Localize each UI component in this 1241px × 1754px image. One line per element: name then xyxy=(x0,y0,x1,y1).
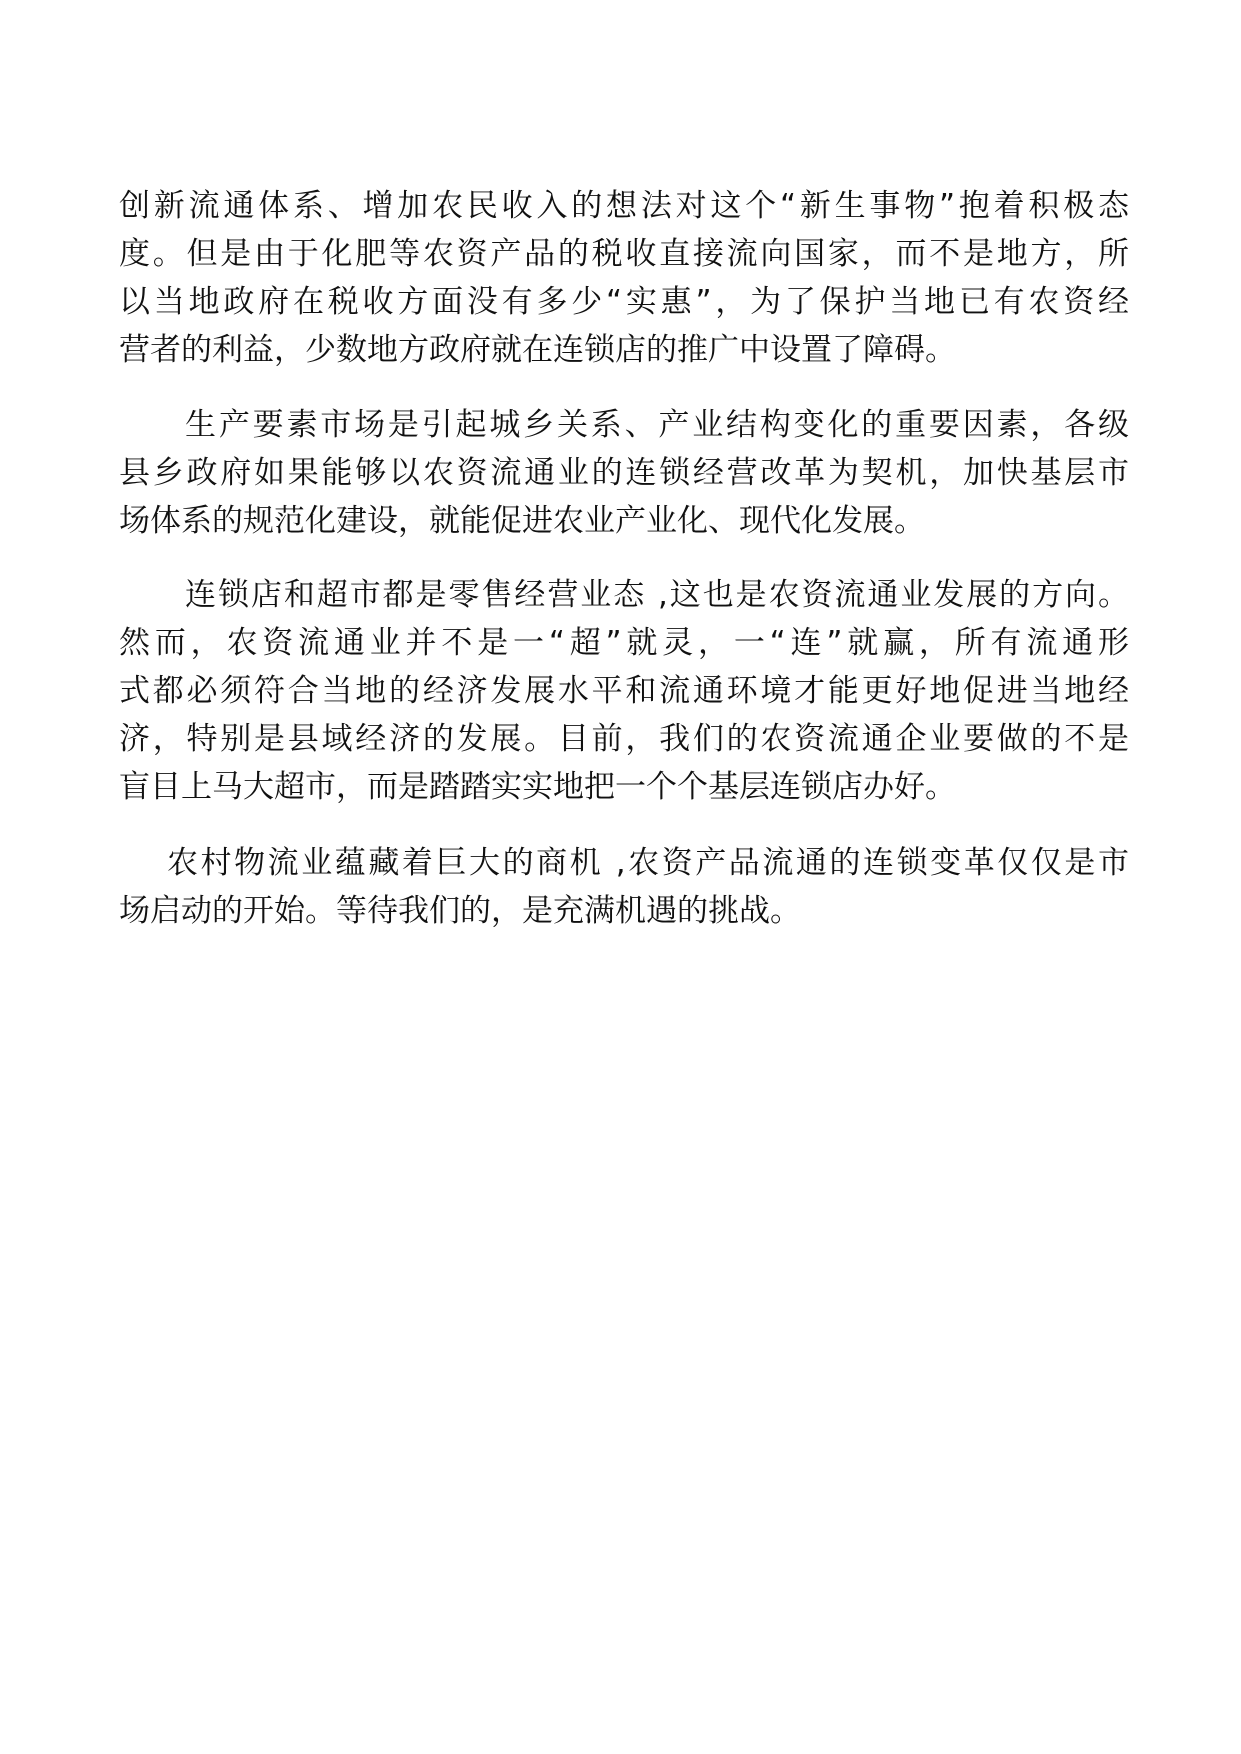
paragraph-line: 营者的利益，少数地方政府就在连锁店的推广中设置了障碍。 xyxy=(119,332,956,368)
paragraph-line: 济，特别是县域经济的发展。目前，我们的农资流通企业要做的不是 xyxy=(119,721,1129,757)
paragraph-4 xyxy=(119,839,1129,935)
paragraph-line: 县乡政府如果能够以农资流通业的连锁经营改革为契机，加快基层市 xyxy=(119,455,1129,491)
paragraph-line: 盲目上马大超市，而是踏踏实实地把一个个基层连锁店办好。 xyxy=(119,769,956,805)
paragraph-line: 生产要素市场是引起城乡关系、产业结构变化的重要因素，各级 xyxy=(185,407,1129,443)
paragraph-1 xyxy=(119,182,1129,374)
paragraph-line: 农村物流业蕴藏着巨大的商机 ,农资产品流通的连锁变革仅仅是市 xyxy=(167,845,1129,881)
paragraph-3 xyxy=(119,571,1129,811)
paragraph-line: 式都必须符合当地的经济发展水平和流通环境才能更好地促进当地经 xyxy=(119,673,1129,709)
paragraph-line: 创新流通体系、增加农民收入的想法对这个“新生事物”抱着积极态 xyxy=(119,188,1129,224)
paragraph-line: 连锁店和超市都是零售经营业态 ,这也是农资流通业发展的方向。 xyxy=(185,577,1129,613)
paragraph-line: 场体系的规范化建设，就能促进农业产业化、现代化发展。 xyxy=(119,503,925,539)
paragraph-line: 场启动的开始。等待我们的，是充满机遇的挑战。 xyxy=(119,893,801,929)
paragraph-line: 以当地政府在税收方面没有多少“实惠”，为了保护当地已有农资经 xyxy=(119,284,1129,320)
paragraph-line: 然而，农资流通业并不是一“超”就灵，一“连”就赢，所有流通形 xyxy=(119,625,1129,661)
paragraph-2 xyxy=(119,401,1129,545)
paragraph-line: 度。但是由于化肥等农资产品的税收直接流向国家，而不是地方，所 xyxy=(119,236,1129,272)
